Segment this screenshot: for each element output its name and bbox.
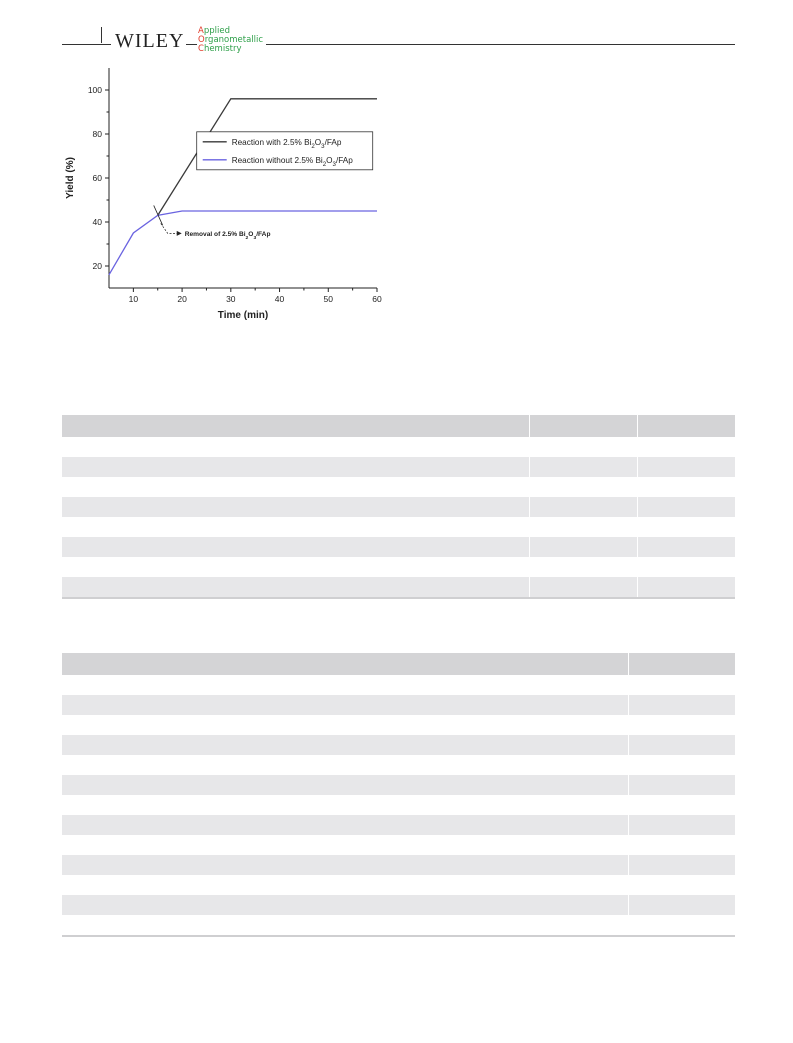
column-separator <box>637 537 638 557</box>
y-tick-label-80: 80 <box>92 129 102 139</box>
column-separator <box>529 577 530 597</box>
column-separator <box>628 855 629 875</box>
publisher-logo: WILEY <box>115 30 185 52</box>
column-separator <box>628 795 629 815</box>
column-separator <box>628 735 629 755</box>
header-rule-right <box>266 44 735 45</box>
table-row <box>62 537 735 557</box>
table-row <box>62 437 735 457</box>
column-separator <box>637 517 638 537</box>
y-tick-label-20: 20 <box>92 261 102 271</box>
y-axis-label: Yield (%) <box>65 157 76 199</box>
table-1 <box>62 415 735 601</box>
column-separator <box>637 457 638 477</box>
table-row <box>62 557 735 577</box>
table-row <box>62 915 735 935</box>
column-separator <box>529 557 530 577</box>
x-tick-label-30: 30 <box>226 294 236 304</box>
table-row <box>62 875 735 895</box>
y-tick-label-100: 100 <box>87 85 102 95</box>
column-separator <box>628 755 629 775</box>
yield-vs-time-chart <box>60 62 390 327</box>
annotation-label: Removal of 2.5% $Bi_2O_3$/FAp <box>184 230 271 241</box>
table-row <box>62 715 735 735</box>
column-separator <box>529 537 530 557</box>
y-tick-label-40: 40 <box>92 217 102 227</box>
column-separator <box>628 653 629 675</box>
column-separator <box>637 497 638 517</box>
table-2 <box>62 653 735 937</box>
annotation-leader <box>161 223 179 233</box>
table-row <box>62 755 735 775</box>
column-separator <box>628 835 629 855</box>
journal-line-1: Applied <box>198 26 230 36</box>
table-row <box>62 497 735 517</box>
column-separator <box>529 457 530 477</box>
table-header-row <box>62 415 735 437</box>
table-header-row <box>62 653 735 675</box>
table-row <box>62 815 735 835</box>
table-row <box>62 577 735 597</box>
table-row <box>62 517 735 537</box>
column-separator <box>628 715 629 735</box>
table-row <box>62 775 735 795</box>
journal-line-3: Chemistry <box>198 44 242 54</box>
table-row <box>62 735 735 755</box>
table-row <box>62 855 735 875</box>
table-row <box>62 675 735 695</box>
x-tick-label-50: 50 <box>323 294 334 304</box>
column-separator <box>529 497 530 517</box>
header-tick <box>101 27 102 43</box>
series-line-2 <box>109 211 377 275</box>
column-separator <box>637 477 638 497</box>
column-separator <box>529 517 530 537</box>
annotation-arrowhead <box>177 231 182 236</box>
column-separator <box>529 415 530 437</box>
table-row <box>62 695 735 715</box>
table-row <box>62 457 735 477</box>
column-separator <box>628 895 629 915</box>
column-separator <box>637 415 638 437</box>
x-tick-label-40: 40 <box>274 294 285 304</box>
legend-label-2: Reaction without 2.5% $Bi_2O_3$/FAp <box>231 155 353 168</box>
legend-label-1: Reaction with 2.5% $Bi_2O_3$/FAp <box>231 137 342 150</box>
column-separator <box>529 477 530 497</box>
column-separator <box>628 815 629 835</box>
journal-line-2: Organometallic <box>198 35 264 45</box>
column-separator <box>529 437 530 457</box>
journal-name <box>198 27 263 54</box>
column-separator <box>637 557 638 577</box>
column-separator <box>637 577 638 597</box>
table-bottom-rule <box>62 597 735 599</box>
table-row <box>62 795 735 815</box>
x-tick-label-60: 60 <box>372 294 382 304</box>
column-separator <box>637 437 638 457</box>
header-rule-mid <box>186 44 197 45</box>
table-row <box>62 895 735 915</box>
column-separator <box>628 695 629 715</box>
table-row <box>62 477 735 497</box>
table-bottom-rule <box>62 935 735 937</box>
x-axis-label: Time (min) <box>217 310 269 321</box>
x-tick-label-10: 10 <box>128 294 139 304</box>
table-row <box>62 835 735 855</box>
column-separator <box>628 915 629 935</box>
column-separator <box>628 775 629 795</box>
header-rule-left <box>62 44 111 45</box>
column-separator <box>628 675 629 695</box>
y-tick-label-60: 60 <box>92 173 102 183</box>
column-separator <box>628 875 629 895</box>
x-tick-label-20: 20 <box>177 294 187 304</box>
